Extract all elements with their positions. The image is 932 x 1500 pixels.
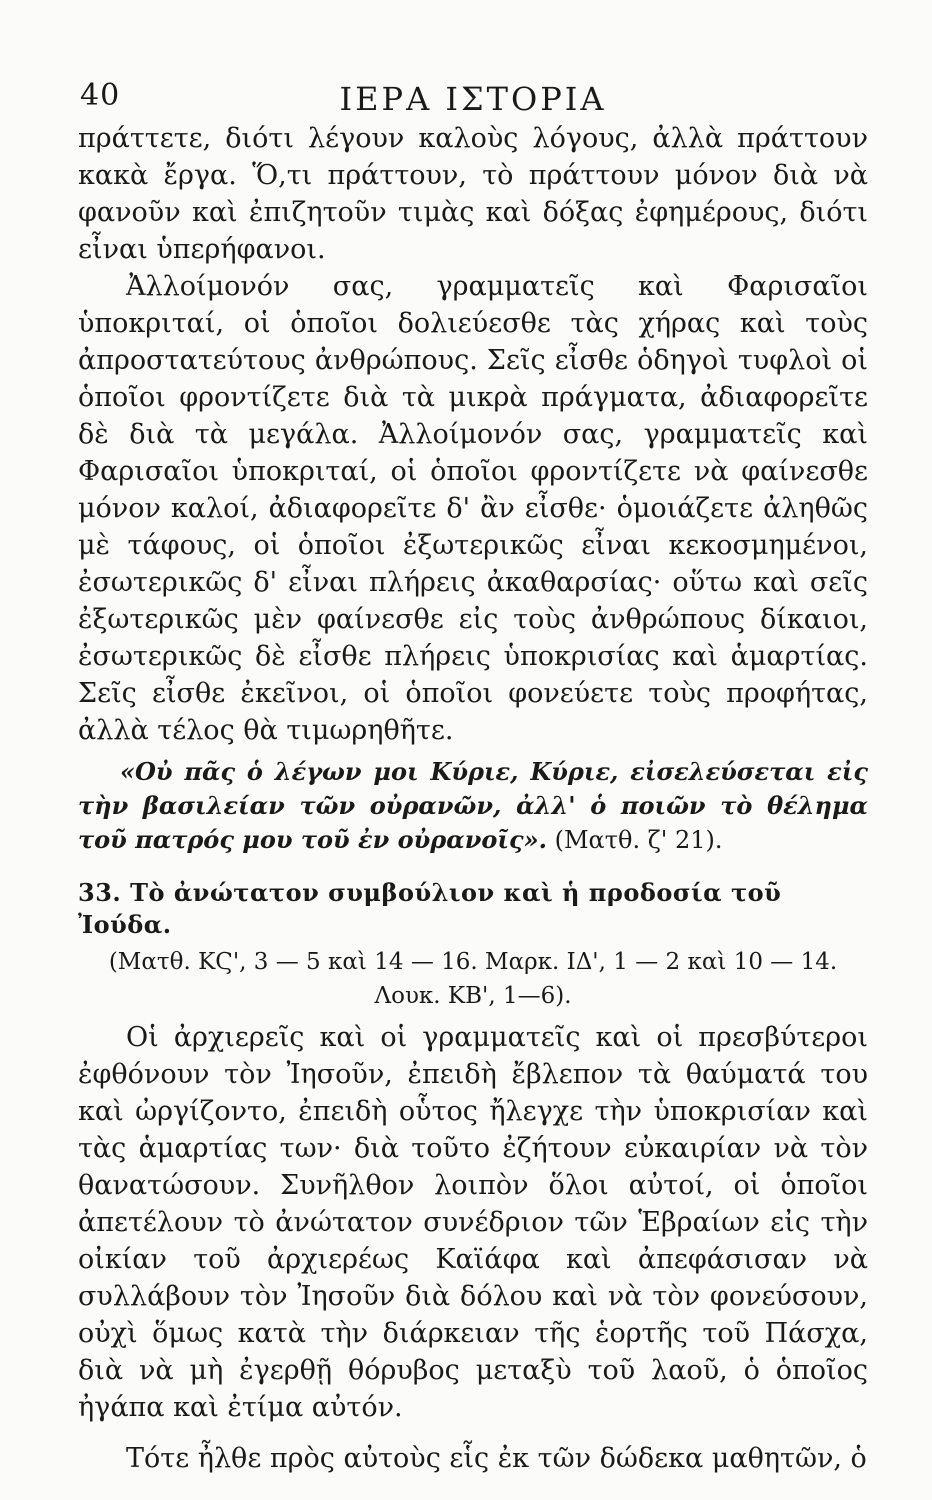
paragraph-sanhedrin: Οἱ ἀρχιερεῖς καὶ οἱ γραμματεῖς καὶ οἱ πρεσβύτεροι ἐφθόνουν τὸν Ἰησοῦν, ἐπειδὴ ἔβλεπον τὰ θαύματά του καὶ ὠργίζοντο, ἐπειδὴ οὗτος ἤλεγχε τὴν ὑποκρισίαν καὶ τὰς ἁμαρτίας των· διὰ τοῦτο ἐζήτουν εὐκαιρίαν νὰ τὸν θανατώσουν. Συνῆλθον λοιπὸν ὅλοι αὐτοί, οἱ ὁποῖοι ἀπετέλουν τὸ ἀνώτατον συνέδριον τῶν Ἑβραίων εἰς τὴν οἰκίαν τοῦ ἀρχιερέως Καϊάφα καὶ ἀπεφάσισαν νὰ συλλάβουν τὸν Ἰησοῦν διὰ δόλου καὶ νὰ τὸν φονεύσουν, οὐχὶ ὅμως κατὰ τὴν διάρκειαν τῆς ἑορτῆς τοῦ Πάσχα, διὰ νὰ μὴ ἐγερθῇ θόρυβος μεταξὺ τοῦ λαοῦ, ὁ ὁποῖος ἠγάπα καὶ ἐτίμα αὐτόν. (78, 1022, 868, 1423)
running-title: ΙΕΡΑ ΙΣΤΟΡΙΑ (339, 80, 607, 118)
quote-text: «Οὐ πᾶς ὁ λέγων μοι Κύριε, Κύριε, εἰσελεύσεται εἰς τὴν βασιλείαν τῶν οὐρανῶν, ἀλλ' ὁ ποιῶν τὸ θέλημα τοῦ πατρός μου τοῦ ἐν οὐρανοῖς». (78, 757, 868, 854)
page-number: 40 (80, 78, 121, 113)
paragraph-woes: Ἀλλοίμονόν σας, γραμματεῖς καὶ Φαρισαῖοι ὑποκριταί, οἱ ὁποῖοι δολιεύεσθε τὰς χήρας καὶ τοὺς ἀπροστατεύτους ἀνθρώπους. Σεῖς εἶσθε ὁδηγοὶ τυφλοὶ οἱ ὁποῖοι φροντίζετε διὰ τὰ μικρὰ πράγματα, ἀδιαφορεῖτε δὲ διὰ τὰ μεγάλα. Ἀλλοίμονόν σας, γραμματεῖς καὶ Φαρισαῖοι ὑποκριταί, οἱ ὁποῖοι φροντίζετε νὰ φαίνεσθε μόνον καλοί, ἀδιαφορεῖτε δ' ἂν εἶσθε· ὁμοιάζετε ἀληθῶς μὲ τάφους, οἱ ὁποῖοι ἐξωτερικῶς εἶναι κεκοσμημένοι, ἐσωτερικῶς δ' εἶναι πλήρεις ἀκαθαρσίας· οὕτω καὶ σεῖς ἐξωτερικῶς μὲν φαίνεσθε εἰς τοὺς ἀνθρώπους δίκαιοι, ἐσωτερικῶς δὲ εἶσθε πλήρεις ὑποκρισίας καὶ ἁμαρτίας. Σεῖς εἶσθε ἐκεῖνοι, οἱ ὁποῖοι φονεύετε τοὺς προφήτας, ἀλλὰ τέλος θὰ τιμωρηθῆτε. (78, 271, 868, 746)
references-line-2: Λουκ. ΚΒ', 1—6). (374, 983, 572, 1009)
running-head (78, 0, 868, 120)
paragraph-continued: πράττετε, διότι λέγουν καλοὺς λόγους, ἀλλὰ πράττουν κακὰ ἔργα. Ὅ,τι πράττουν, τὸ πράττουν μόνον διὰ νὰ φανοῦν καὶ ἐπιζητοῦν τιμὰς καὶ δόξας ἐφημέρους, διότι εἶναι ὑπερήφανοι. (78, 123, 868, 265)
paragraph-judas: Τότε ἦλθε πρὸς αὐτοὺς εἷς ἐκ τῶν δώδεκα μαθητῶν, ὁ (126, 1443, 867, 1474)
section-heading: 33. Τὸ ἀνώτατον συμβούλιον καὶ ἡ προδοσία τοῦ Ἰούδα. (78, 878, 782, 939)
page-body (78, 120, 868, 1477)
quote-reference: (Ματθ. ζ' 21). (554, 826, 723, 854)
scripture-references (78, 945, 868, 1013)
references-line-1: (Ματθ. ΚϚ', 3 — 5 καὶ 14 — 16. Μαρκ. ΙΔ', 1 — 2 καὶ 10 — 14. (108, 949, 838, 975)
scripture-quote (78, 755, 868, 857)
